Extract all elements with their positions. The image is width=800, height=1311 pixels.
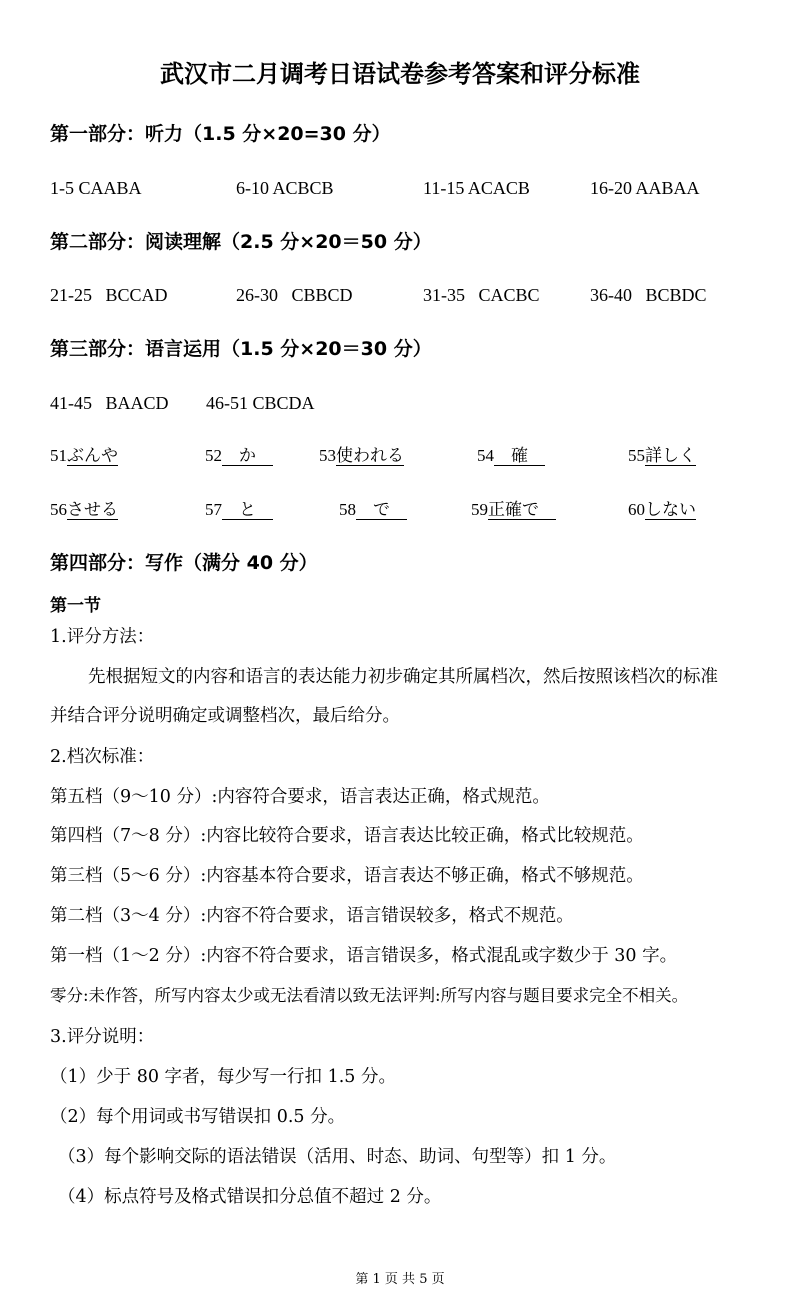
notes-title: 3.评分说明： (50, 1027, 155, 1047)
fill-answer: 使われる (336, 446, 404, 465)
fill-item-52: 52 か (205, 446, 273, 465)
note-item: （2）每个用词或书写错误扣 0.5 分。 (50, 1107, 346, 1127)
answer-group: 16-20 AABAA (590, 178, 700, 198)
fill-item-55: 55詳しく (628, 446, 696, 465)
answer-group: 26-30 CBBCD (236, 285, 353, 305)
fill-item-59: 59正確で (471, 500, 556, 519)
answer-group: 6-10 ACBCB (236, 178, 334, 198)
fill-item-56: 56させる (50, 500, 118, 519)
answer-group: 36-40 BCBDC (590, 285, 707, 305)
level-item: 第三档（5～6 分）:内容基本符合要求，语言表达不够正确，格式不够规范。 (50, 866, 644, 886)
answer-group: 21-25 BCCAD (50, 285, 168, 305)
fill-answer: しない (645, 500, 696, 519)
method-text: 先根据短文的内容和语言的表达能力初步确定其所属档次，然后按照该档次的标准 (88, 667, 718, 687)
fill-answer: 正確で (488, 500, 556, 519)
method-text: 并结合评分说明确定或调整档次，最后给分。 (50, 706, 400, 726)
page-title: 武汉市二月调考日语试卷参考答案和评分标准 (160, 60, 640, 88)
answer-group: 41-45 BAACD (50, 393, 169, 413)
answer-group: 1-5 CAABA (50, 178, 142, 198)
fill-item-60: 60しない (628, 500, 696, 519)
level-item: 第一档（1～2 分）:内容不符合要求，语言错误多，格式混乱或字数少于 30 字。 (50, 946, 678, 966)
page-footer: 第 1 页 共 5 页 (355, 1272, 445, 1287)
level-item: 第五档（9～10 分）:内容符合要求，语言表达正确，格式规范。 (50, 787, 550, 807)
levels-title: 2.档次标准： (50, 747, 155, 767)
fill-answer: と (222, 500, 273, 519)
fill-answer: させる (67, 500, 118, 519)
fill-item-58: 58 で (339, 500, 407, 519)
note-item: （3）每个影响交际的语法错误（活用、时态、助词、句型等）扣 1 分。 (58, 1147, 617, 1167)
answer-group: 11-15 ACACB (423, 178, 530, 198)
note-item: （1）少于 80 字者，每少写一行扣 1.5 分。 (50, 1067, 396, 1087)
fill-item-51: 51ぶんや (50, 446, 118, 465)
level-item: 第四档（7～8 分）:内容比较符合要求，语言表达比较正确，格式比较规范。 (50, 826, 644, 846)
fill-answer: か (222, 446, 273, 465)
method-title: 1.评分方法： (50, 627, 155, 647)
fill-answer: で (356, 500, 407, 519)
fill-answer: 確 (494, 446, 545, 465)
level-item: 零分:未作答，所写内容太少或无法看清以致无法评判:所写内容与题目要求完全不相关。 (50, 986, 689, 1005)
fill-answer: 詳しく (645, 446, 696, 465)
answer-group: 46-51 CBCDA (206, 393, 315, 413)
fill-item-53: 53使われる (319, 446, 404, 465)
fill-item-57: 57 と (205, 500, 273, 519)
part2-heading: 第二部分：阅读理解（2.5 分×20＝50 分） (50, 231, 432, 253)
fill-item-54: 54 確 (477, 446, 545, 465)
part4-heading: 第四部分：写作（满分 40 分） (50, 552, 318, 574)
part1-heading: 第一部分：听力（1.5 分×20=30 分） (50, 123, 391, 145)
fill-answer: ぶんや (67, 446, 118, 465)
section-title: 第一节 (50, 596, 101, 616)
level-item: 第二档（3～4 分）:内容不符合要求，语言错误较多，格式不规范。 (50, 906, 574, 926)
answer-group: 31-35 CACBC (423, 285, 540, 305)
part3-heading: 第三部分：语言运用（1.5 分×20＝30 分） (50, 338, 432, 360)
note-item: （4）标点符号及格式错误扣分总值不超过 2 分。 (58, 1187, 442, 1207)
